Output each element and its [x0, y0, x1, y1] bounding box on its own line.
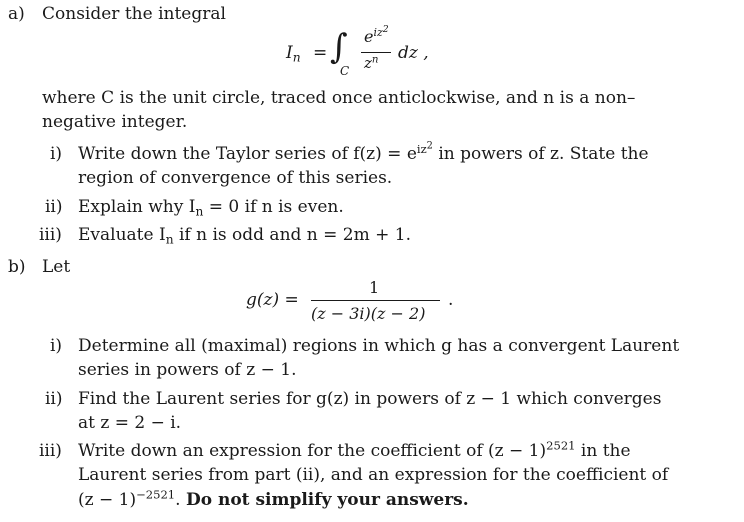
part-b-item-iii-label: iii) — [39, 441, 62, 461]
part-b-intro: Let — [42, 257, 71, 277]
part-b-label: b) — [8, 257, 26, 277]
integral-contour: C — [340, 64, 350, 78]
part-b-item-iii-line-2: Laurent series from part (ii), and an expression for the coefficient of — [78, 465, 669, 485]
part-a-item-ii-line-1: Explain why $I_n = 0$ if n is even. — [78, 197, 344, 219]
part-a-item-ii-label: ii) — [45, 197, 63, 217]
part-b-item-i-line-2: series in powers of z − 1. — [78, 360, 297, 380]
integral-sign: ∫ — [330, 27, 348, 67]
part-a-intro: Consider the integral — [42, 4, 226, 24]
integral-fraction-bar — [361, 52, 391, 53]
integral-lhs: $I_n$ — [286, 43, 301, 65]
g-function-denominator: (z − 3i)(z − 2) — [311, 304, 426, 323]
part-b-item-ii-label: ii) — [45, 389, 63, 409]
g-function-numerator: 1 — [369, 278, 380, 297]
g-function-lhs: g(z) = — [246, 290, 299, 310]
part-b-item-ii-line-2: at z = 2 − i. — [78, 413, 182, 433]
where-line-2: negative integer. — [42, 112, 188, 132]
integral-numerator: $e^{iz^2}$ — [364, 23, 389, 46]
part-a-item-iii-label: iii) — [39, 225, 62, 245]
part-b-item-i-label: i) — [50, 336, 63, 356]
integral-equals: = — [313, 43, 328, 63]
g-function-period: . — [448, 290, 454, 310]
integral-differential: dz , — [398, 43, 429, 63]
g-function-fraction-bar — [311, 300, 440, 301]
part-b-item-i-line-1: Determine all (maximal) regions in which g has a convergent Laurent — [78, 336, 680, 356]
part-b-item-ii-line-1: Find the Laurent series for g(z) in powers of z − 1 which converges — [78, 389, 662, 409]
where-line-1: where C is the unit circle, traced once anticlockwise, and n is a non– — [42, 88, 636, 108]
part-a-item-i-line-2: region of convergence of this series. — [78, 168, 393, 188]
part-a-item-i-label: i) — [50, 144, 63, 164]
part-a-label: a) — [8, 4, 25, 24]
part-a-item-i-line-1: Write down the Taylor series of $f(z) = e^{iz^2}$ in powers of z. State the — [78, 140, 649, 164]
part-b-item-iii-line-3: $(z - 1)^{-2521}$. Do not simplify your answers. — [78, 487, 469, 510]
do-not-simplify-note: Do not simplify your answers. — [185, 490, 469, 510]
integral-denominator: $z^n$ — [364, 54, 379, 72]
part-b-item-iii-line-1: Write down an expression for the coefficient of $(z - 1)^{2521}$ in the — [78, 438, 631, 461]
part-a-item-iii-line-1: Evaluate $I_n$ if n is odd and n = 2m + 1. — [78, 225, 412, 247]
